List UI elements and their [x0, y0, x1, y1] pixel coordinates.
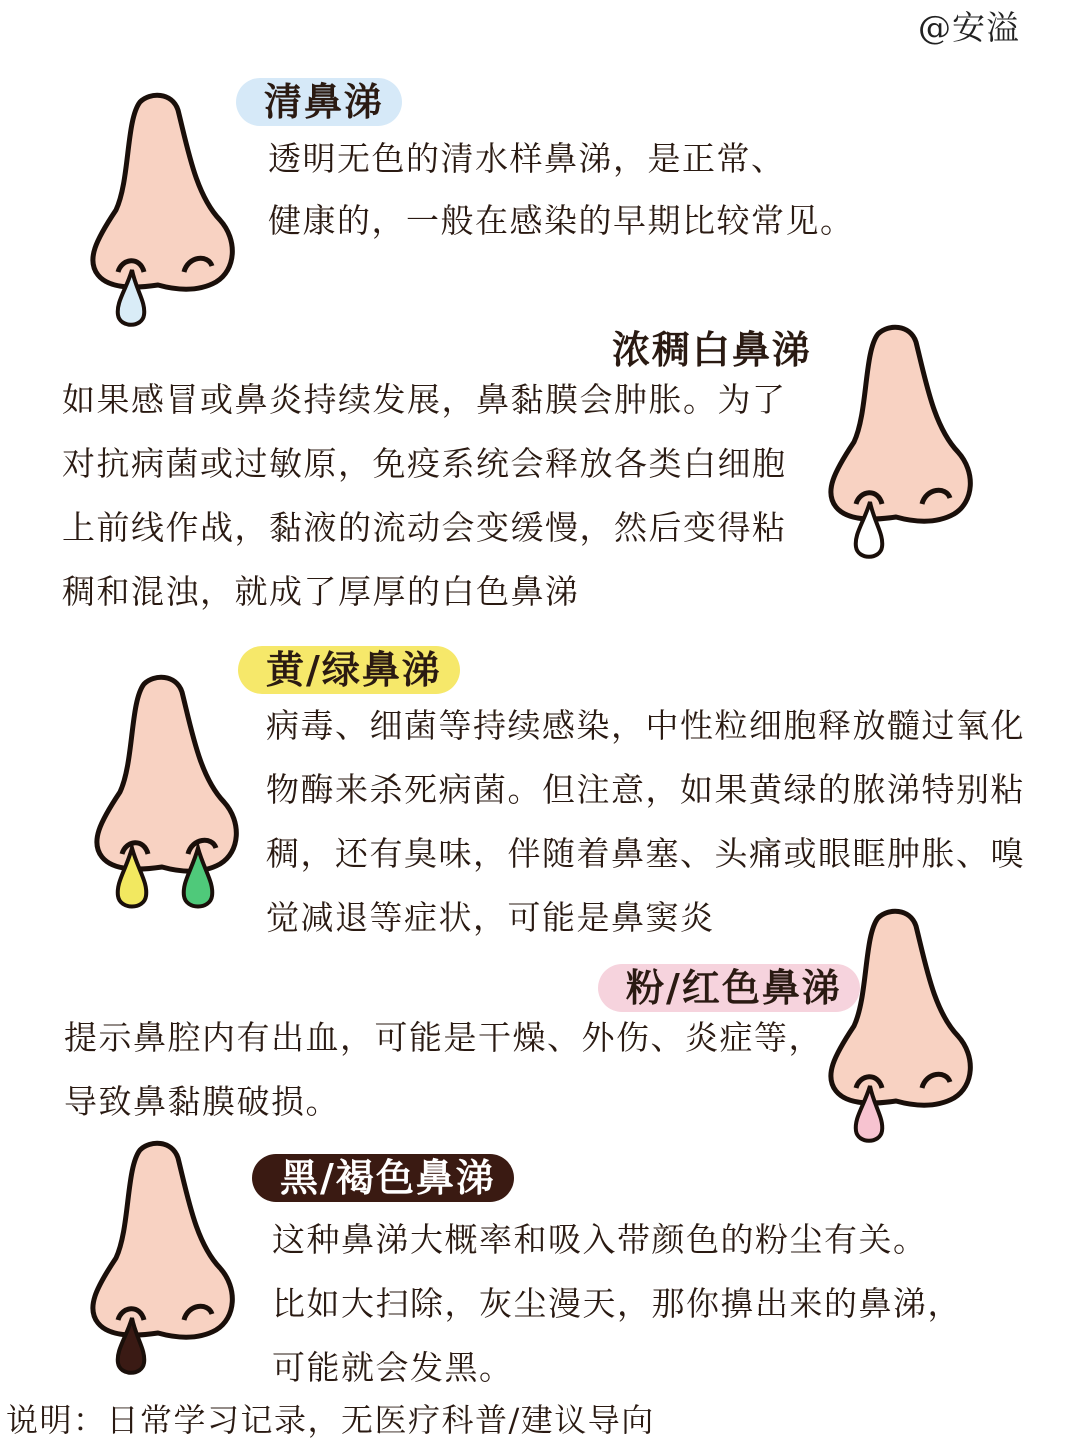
desc-thick-white-line: 对抗病菌或过敏原，免疫系统会释放各类白细胞	[62, 444, 787, 483]
desc-clear	[268, 128, 855, 252]
tag-clear: 清鼻涕	[236, 78, 402, 126]
tag-black-brown: 黑/褐色鼻涕	[252, 1154, 514, 1202]
desc-black-brown-line: 比如大扫除，灰尘漫天，那你擤出来的鼻涕，	[272, 1284, 962, 1323]
desc-yellow-green-line: 病毒、细菌等持续感染，中性粒细胞释放髓过氧化	[266, 706, 1025, 745]
desc-pink-red-line: 提示鼻腔内有出血，可能是干燥、外伤、炎症等，	[64, 1018, 823, 1057]
nose-black-brown-illustration	[88, 1138, 238, 1388]
desc-yellow-green-line: 稠，还有臭味，伴随着鼻塞、头痛或眼眶肿胀、嗅	[266, 834, 1025, 873]
desc-clear-line: 透明无色的清水样鼻涕，是正常、	[268, 139, 786, 178]
watermark: @安溢	[918, 8, 1020, 47]
desc-thick-white-line: 稠和混浊，就成了厚厚的白色鼻涕	[62, 572, 580, 611]
tag-thick-white: 浓稠白鼻涕	[612, 327, 813, 372]
desc-yellow-green-line: 物酶来杀死病菌。但注意，如果黄绿的脓涕特别粘	[266, 770, 1025, 809]
desc-black-brown-line: 这种鼻涕大概率和吸入带颜色的粉尘有关。	[272, 1220, 928, 1259]
tag-pink-red: 粉/红色鼻涕	[598, 964, 860, 1012]
nose-pink-red-illustration	[826, 906, 976, 1156]
desc-thick-white	[62, 368, 787, 624]
desc-pink-red-line: 导致鼻黏膜破损。	[64, 1082, 340, 1121]
desc-black-brown	[272, 1208, 962, 1400]
desc-yellow-green-line: 觉减退等症状，可能是鼻窦炎	[266, 898, 715, 937]
footer-disclaimer: 说明：日常学习记录，无医疗科普/建议导向	[6, 1401, 655, 1439]
nose-yellow-green-illustration	[92, 672, 242, 922]
desc-thick-white-line: 如果感冒或鼻炎持续发展，鼻黏膜会肿胀。为了	[62, 380, 787, 419]
desc-thick-white-line: 上前线作战，黏液的流动会变缓慢，然后变得粘	[62, 508, 787, 547]
nose-clear-illustration	[88, 90, 238, 340]
desc-black-brown-line: 可能就会发黑。	[272, 1348, 514, 1387]
desc-pink-red	[64, 1006, 823, 1134]
nose-thick-white-illustration	[826, 322, 976, 572]
tag-yellow-green: 黄/绿鼻涕	[238, 646, 460, 694]
desc-clear-line: 健康的，一般在感染的早期比较常见。	[268, 201, 855, 240]
